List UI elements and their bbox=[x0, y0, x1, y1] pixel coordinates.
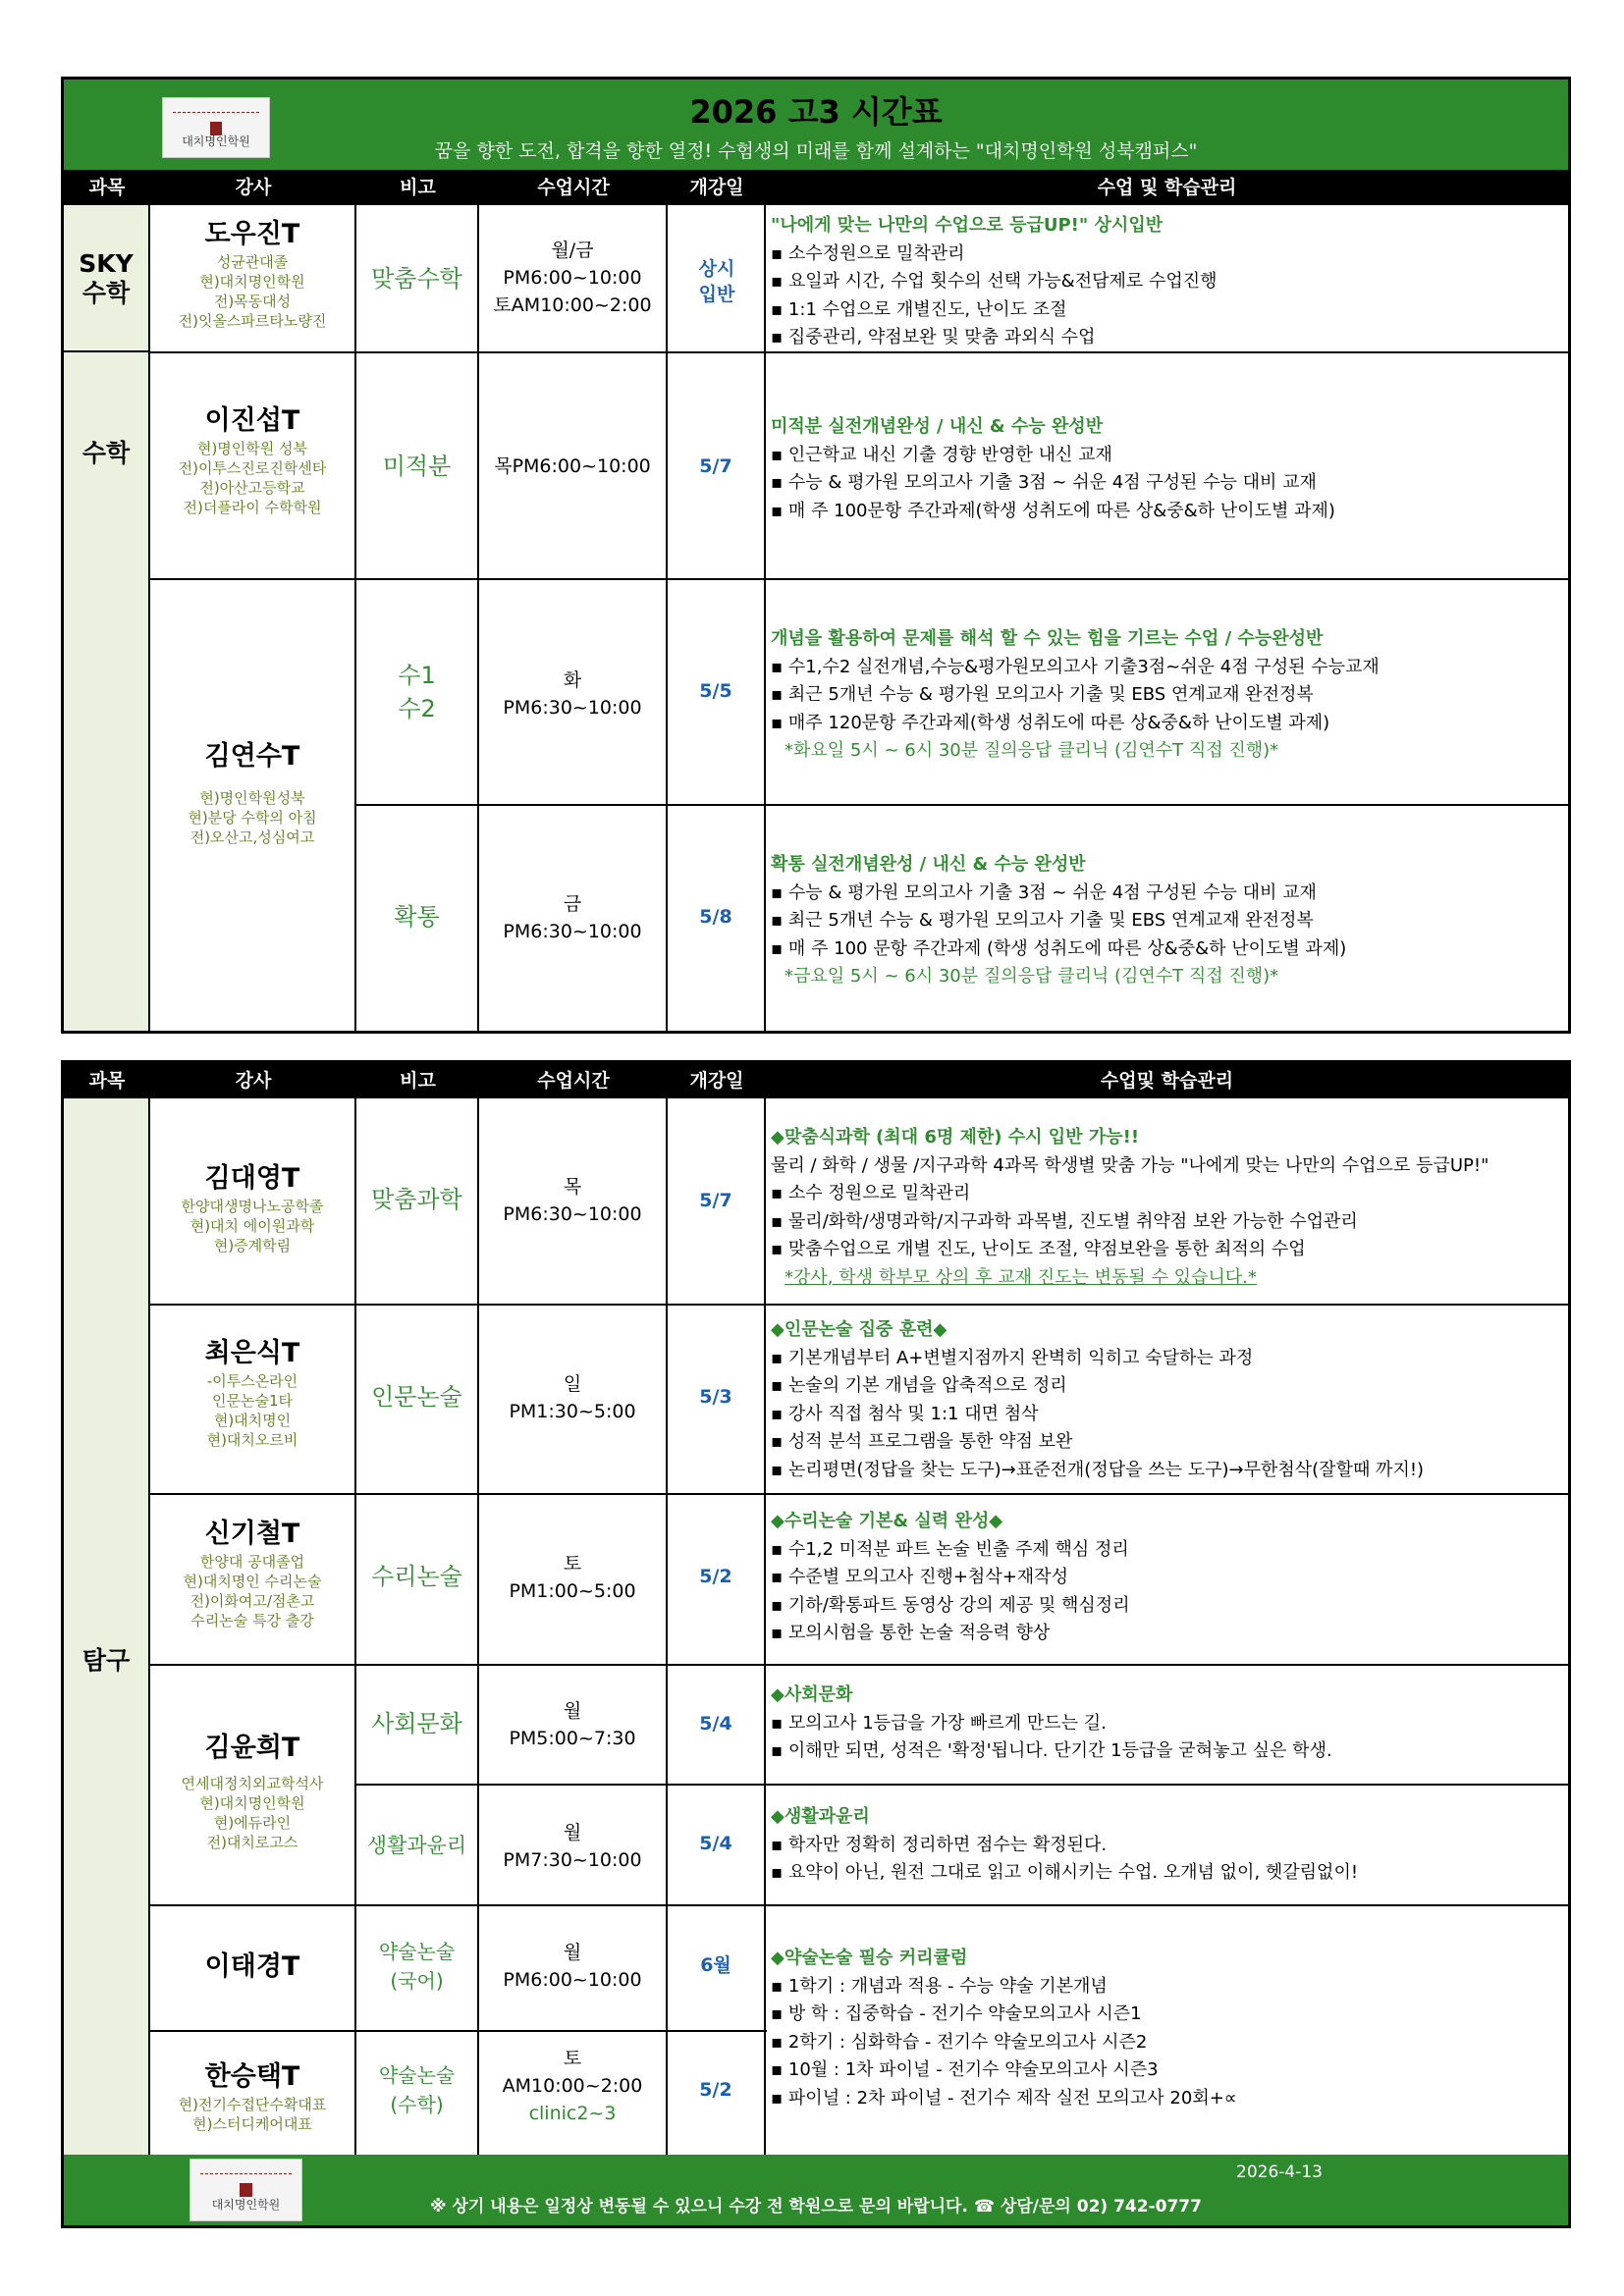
col-teacher: 강사 bbox=[235, 1070, 272, 1092]
teacher-kim-yunhee: 김윤희T 연세대정치외교학석사 현)대치명인학원 현)에듀라인 전)대치로고스 bbox=[181, 1733, 324, 1851]
col-time: 수업시간 bbox=[537, 177, 610, 198]
teacher-kim-daeyoung: 김대영T 한양대생명나노공학졸 현)대치 에이원과학 현)증계학림 bbox=[181, 1163, 324, 1255]
start-date: 5/4 bbox=[699, 1833, 732, 1854]
start-date: 6월 bbox=[700, 1954, 731, 1976]
class-description: ◆약술논술 필승 커리큘럼 ▪ 1학기 : 개념과 적용 - 수능 약술 기본개념 ▪ 방 학 : 집중학습 - 전기수 약술모의고사 시즌1 ▪ 2학기 : 심화학습 - 전기수 약술모의고사 시즌2 ▪ 10월 : 1차 파이널 - 전기수 약술모의고사 시즌3 ▪ 파이널 : 2차 파이널 - 전기수 제작 실전 모의고사 20회+∝ bbox=[771, 1948, 1237, 2109]
class-description: ◆수리논술 기본& 실력 완성◆ ▪ 수1,2 미적분 파트 논술 빈출 주제 핵심 정리 ▪ 수준별 모의고사 진행+첨삭+재작성 ▪ 기하/확통파트 동영상 강의 제공 및 핵심정리 ▪ 모의시험을 통한 논술 적응력 향상 bbox=[771, 1511, 1130, 1643]
class-time: 화 PM6:30~10:00 bbox=[503, 669, 642, 719]
class-time: 일 PM1:30~5:00 bbox=[509, 1373, 636, 1422]
start-date: 상시입반 bbox=[698, 258, 735, 305]
class-time: 월 PM6:00~10:00 bbox=[503, 1942, 642, 1991]
class-note: 맞춤수학 bbox=[371, 265, 462, 293]
class-time: 월 PM7:30~10:00 bbox=[503, 1822, 642, 1871]
subject-math: 수학 bbox=[64, 352, 150, 1031]
page-title: 2026 고3 시간표 bbox=[689, 93, 943, 131]
table-header bbox=[64, 1063, 1568, 1098]
start-date: 5/4 bbox=[699, 1713, 732, 1735]
class-time: 목 PM6:30~10:00 bbox=[503, 1176, 642, 1225]
issue-date: 2026-4-13 bbox=[1236, 2163, 1323, 2182]
class-time: 월/금 PM6:00~10:00 토AM10:00~2:00 bbox=[493, 240, 652, 316]
class-time: 금 PM6:30~10:00 bbox=[503, 893, 642, 942]
teacher-han-seungtaek: 한승택T 현)전기수접단수확대표 현)스터디케어대표 bbox=[178, 2061, 327, 2133]
col-note: 비고 bbox=[400, 1070, 436, 1092]
subject-sky-math: SKY 수학 bbox=[64, 205, 150, 352]
subject-inquiry: 탐구 bbox=[64, 1098, 150, 2155]
class-description: 미적분 실전개념완성 / 내신 & 수능 완성반 ▪ 인근학교 내신 기출 경향 반영한 내신 교재 ▪ 수능 & 평가원 모의고사 기출 3점 ~ 쉬운 4점 구성된 수능 대비 교재 ▪ 매 주 100문항 주간과제(학생 성취도에 따른 상&중&하 난이도별 과제) bbox=[771, 416, 1335, 521]
title-banner bbox=[64, 80, 1568, 170]
class-time: 월 PM5:00~7:30 bbox=[509, 1700, 636, 1749]
class-note: 약술논술 (수학) bbox=[378, 2063, 456, 2116]
footer-notice: ※ 상기 내용은 일정상 변동될 수 있으니 수강 전 학원으로 문의 바랍니다. ☎ 상담/문의 02) 742-0777 bbox=[430, 2197, 1202, 2216]
col-note: 비고 bbox=[400, 177, 436, 198]
timetable-upper bbox=[61, 77, 1571, 1034]
class-note: 인문논술 bbox=[371, 1383, 462, 1411]
col-teacher: 강사 bbox=[235, 177, 272, 198]
class-time: 토 PM1:00~5:00 bbox=[509, 1553, 636, 1602]
class-note: 사회문화 bbox=[371, 1710, 462, 1737]
start-date: 5/8 bbox=[699, 906, 732, 928]
class-note: 생활과윤리 bbox=[366, 1834, 467, 1857]
class-note: 맞춤과학 bbox=[371, 1186, 462, 1213]
teacher-lee-jinseop: 이진섭T 현)명인학원 성북 전)이투스진로진학센타 전)아산고등학교 전)더플라이 수학학원 bbox=[178, 405, 327, 516]
class-note: 수1 수2 bbox=[398, 662, 436, 722]
col-start: 개강일 bbox=[689, 1070, 744, 1092]
start-date: 5/7 bbox=[699, 1190, 732, 1211]
class-note: 미적분 bbox=[382, 453, 452, 480]
start-date: 5/2 bbox=[699, 2079, 732, 2101]
teacher-choi-eunsik: 최은식T -이투스온라인 인문논술1타 현)대치명인 현)대치오르비 bbox=[204, 1338, 300, 1449]
class-description: 확통 실전개념완성 / 내신 & 수능 완성반 ▪ 수능 & 평가원 모의고사 기출 3점 ~ 쉬운 4점 구성된 수능 대비 교재 ▪ 최근 5개년 수능 & 평가원 모의고사 기출 및 EBS 연계교재 완전정복 ▪ 매 주 100 문항 주간과제 (학생 성취도에 따른 상&중&하 난이도별 과제) *금요일 5시 ~ 6시 30분 질의응답 클리닉 (김연수T 직접 진행)* bbox=[771, 854, 1347, 987]
table-header bbox=[64, 170, 1568, 205]
col-content: 수업및 학습관리 bbox=[1100, 1070, 1234, 1092]
class-description: ◆인문논술 집중 훈련◆ ▪ 기본개념부터 A+변별지점까지 완벽히 익히고 숙달하는 과정 ▪ 논술의 기본 개념을 압축적으로 정리 ▪ 강사 직접 첨삭 및 1:1 대면 첨삭 ▪ 성적 분석 프로그램을 통한 약점 보완 ▪ 논리평면(정답을 찾는 도구)→표준전개(정답을 쓰는 도구)→무한첨삭(잘할때 까지!) bbox=[771, 1319, 1425, 1480]
start-date: 5/2 bbox=[699, 1566, 732, 1587]
class-description: 개념을 활용하여 문제를 해석 할 수 있는 힘을 기르는 수업 / 수능완성반 ▪ 수1,수2 실전개념,수능&평가원모의고사 기출3점~쉬운 4점 구성된 수능교재 ▪ 최근 5개년 수능 & 평가원 모의고사 기출 및 EBS 연계교재 완전정복 ▪ 매주 120문항 주간과제(학생 성취도에 따른 상&중&하 난이도별 과제) *화요일 5시 ~ 6시 30분 질의응답 클리닉 (김연수T 직접 진행)* bbox=[771, 628, 1380, 761]
teacher-do-woojin: 도우진T 성균관대졸 현)대치명인학원 전)목동대성 전)잇올스파르타노량진 bbox=[178, 219, 327, 330]
teacher-shin-gicheol: 신기철T 한양대 공대졸업 현)대치명인 수리논술 전)이화여고/점촌고 수리논술 특강 출강 bbox=[183, 1519, 322, 1629]
start-date: 5/5 bbox=[699, 680, 732, 702]
col-start: 개강일 bbox=[689, 177, 744, 198]
col-subject: 과목 bbox=[88, 177, 126, 198]
class-time: 목PM6:00~10:00 bbox=[494, 455, 651, 477]
page-subtitle: 꿈을 향한 도전, 합격을 향한 열정! 수험생의 미래를 함께 설계하는 "대치명인학원 성북캠퍼스" bbox=[434, 140, 1198, 162]
class-note: 수리논술 bbox=[371, 1563, 462, 1590]
class-description: ◆생활과윤리 ▪ 학자만 정확히 정리하면 점수는 확정된다. ▪ 요약이 아닌, 원전 그대로 읽고 이해시키는 수업. 오개념 없이, 헷갈림없이! bbox=[771, 1806, 1359, 1883]
col-content: 수업 및 학습관리 bbox=[1097, 177, 1237, 198]
class-description: ◆사회문화 ▪ 모의고사 1등급을 가장 빠르게 만드는 길. ▪ 이해만 되면, 성적은 '확정'됩니다. 단기간 1등급을 굳혀놓고 싶은 학생. bbox=[771, 1684, 1332, 1761]
col-time: 수업시간 bbox=[537, 1070, 610, 1092]
footer-banner bbox=[64, 2155, 1568, 2225]
timetable-lower bbox=[61, 1060, 1571, 2228]
footer-logo: 대치명인학원 bbox=[189, 2159, 302, 2221]
class-description: "나에게 맞는 나만의 수업으로 등급UP!" 상시입반 ▪ 소수정원으로 밀착관리 ▪ 요일과 시간, 수업 횟수의 선택 가능&전담제로 수업진행 ▪ 1:1 수업으로 개별진도, 난이도 조절 ▪ 집중관리, 약점보완 및 맞춤 과외식 수업 bbox=[771, 215, 1218, 347]
class-note: 확통 bbox=[394, 903, 440, 931]
class-description: ◆맞춤식과학 (최대 6명 제한) 수시 입반 가능!! 물리 / 화학 / 생물 /지구과학 4과목 학생별 맞춤 가능 "나에게 맞는 나만의 수업으로 등급UP!" ▪ 소수 정원으로 밀착관리 ▪ 물리/화학/생명과학/지구과학 과목별, 진도별 취약점 보완 가능한 수업관리 ▪ 맞춤수업으로 개별 진도, 난이도 조절, 약점보완을 통한 최적의 수업 *강사, 학생 학부모 상의 후 교재 진도는 변동될 수 있습니다.* bbox=[771, 1127, 1489, 1288]
teacher-lee-taekyung: 이태경T bbox=[204, 1951, 300, 1982]
class-time: 토 AM10:00~2:00 clinic2~3 bbox=[502, 2048, 643, 2124]
class-note: 약술논술 (국어) bbox=[378, 1940, 456, 1993]
col-subject: 과목 bbox=[88, 1070, 126, 1092]
start-date: 5/3 bbox=[699, 1386, 732, 1408]
start-date: 5/7 bbox=[699, 455, 732, 477]
teacher-kim-yeonsu: 김연수T 현)명인학원성북 현)분당 수학의 아침 전)오산고,성심여고 bbox=[188, 741, 317, 846]
academy-logo: 대치명인학원 bbox=[162, 97, 270, 158]
